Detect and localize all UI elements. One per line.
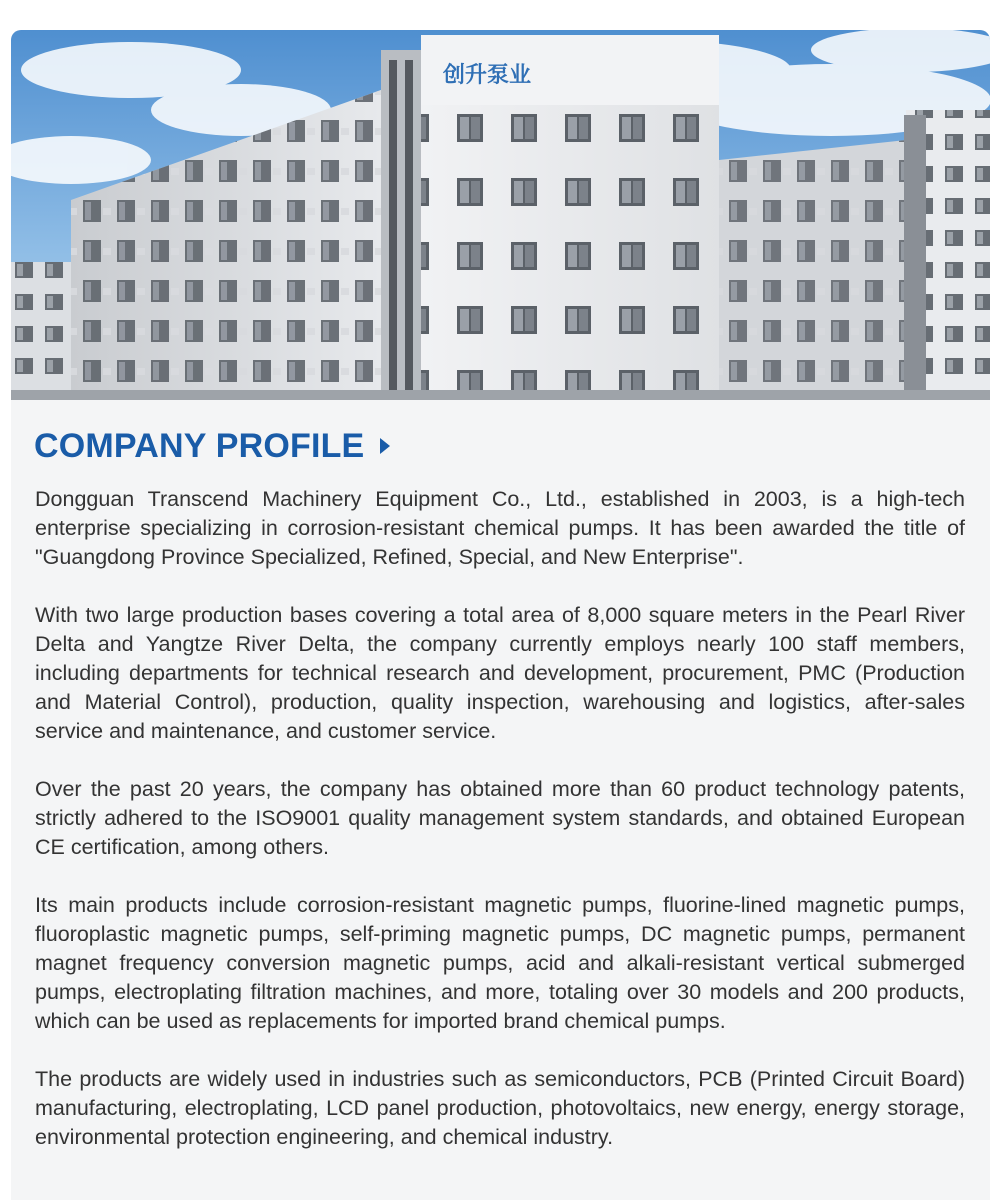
paragraph-intro: Dongguan Transcend Machinery Equipment Co., Ltd., established in 2003, is a high-tech enterprise specializing in corrosion-resistant chemical pumps. It has been awarded the title of "Guangdong Province Specialized, Refined, Special, and New Enterprise". (35, 487, 965, 569)
paragraph-bases: With two large production bases covering a total area of 8,000 square meters in the Pearl River Delta and Yangtze River Delta, the company currently employs nearly 100 staff members, including departments for technical research and development, procurement, PMC (Production and Material Control), production, quality inspection, warehousing and logistics, after-sales service and maintenance, and customer service. (35, 603, 965, 743)
profile-text (35, 485, 965, 1181)
building-sign-text: 创升泵业 (443, 63, 532, 88)
caret-right-icon (380, 438, 390, 454)
page-title: COMPANY PROFILE (34, 427, 365, 465)
section-heading (34, 425, 390, 467)
paragraph-products: Its main products include corrosion-resistant magnetic pumps, fluorine-lined magnetic pumps, fluoroplastic magnetic pumps, self-priming magnetic pumps, DC magnetic pumps, permanent magnet frequency conversion magnetic pumps, acid and alkali-resistant vertical submerged pumps, electroplating filtration machines, and more, totaling over 30 models and 200 products, which can be used as replacements for imported brand chemical pumps. (35, 893, 965, 1033)
paragraph-industries: The products are widely used in industries such as semiconductors, PCB (Printed Circuit Board) manufacturing, electroplating, LCD panel production, photovoltaics, new energy, energy storage, environmental protection engineering, and chemical industry. (35, 1067, 965, 1149)
company-profile-card (11, 30, 990, 1200)
paragraph-patents: Over the past 20 years, the company has obtained more than 60 product technology patents, strictly adhered to the ISO9001 quality management system standards, and obtained European CE certification, among others. (35, 777, 965, 859)
factory-building-photo (11, 30, 990, 400)
